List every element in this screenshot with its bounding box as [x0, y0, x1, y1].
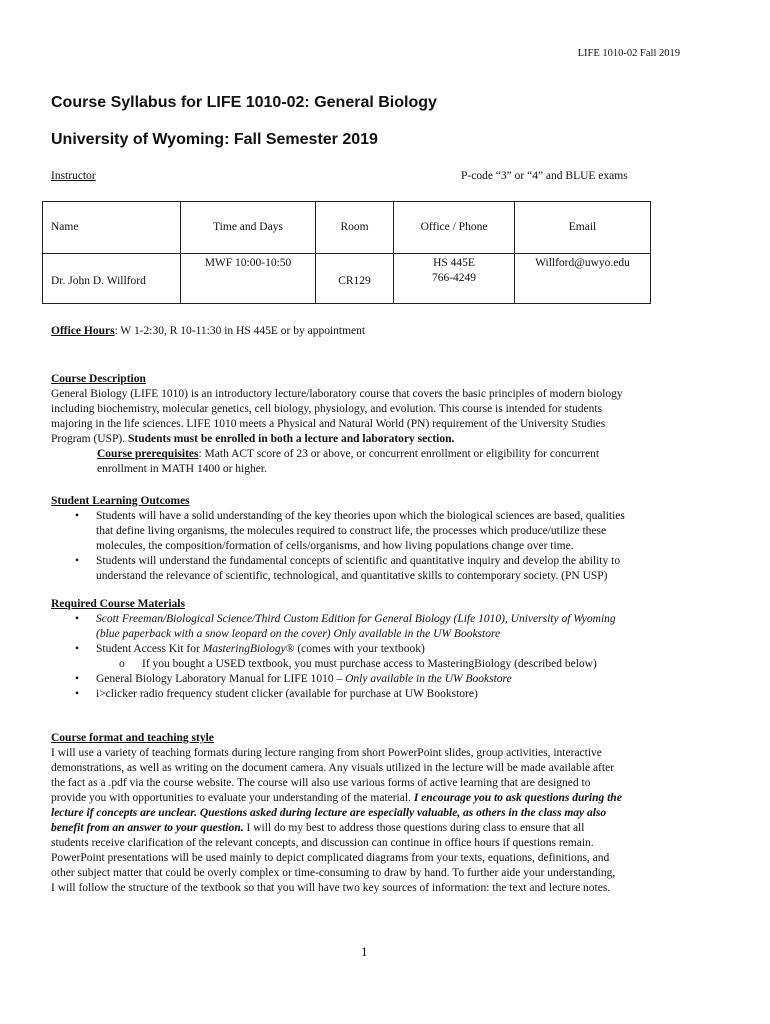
outcome-line: Students will understand the fundamental concepts of scientific and quantitative inquiry and develop the ability to — [96, 555, 621, 567]
bullet-icon: • — [75, 688, 80, 700]
format-line: demonstrations, as well as writing on the document camera. Any visuals utilized in the lecture will be made available after — [51, 762, 615, 774]
office-hours-label: Office Hours — [51, 325, 115, 337]
prereq-text: : Math ACT score of 23 or above, or concurrent enrollment or eligibility for concurrent — [198, 448, 600, 460]
header-email: Email — [515, 202, 651, 254]
description-line — [51, 432, 681, 447]
access-kit-text: Student Access Kit for — [96, 643, 203, 655]
lecture-time: MWF 10:00-10:50 — [181, 254, 316, 304]
sub-bullet-icon: o — [119, 658, 125, 670]
format-line — [51, 821, 681, 836]
format-line-start: provide you with opportunities to evaluate your understanding of the material. — [51, 792, 414, 804]
page-number: 1 — [361, 944, 368, 959]
bullet-icon: • — [75, 613, 80, 625]
learning-outcomes — [51, 494, 681, 584]
instructor-label: Instructor — [51, 170, 96, 182]
university-title: University of Wyoming: Fall Semester 2019 — [51, 131, 378, 148]
header-name: Name — [43, 202, 181, 254]
room: CR129 — [316, 254, 394, 304]
mastering-biology: MasteringBiology — [202, 643, 286, 655]
list-item — [51, 642, 681, 657]
description-line: including biochemistry, molecular genetics, cell biology, physiology, and evolution. This course is intended for students — [51, 403, 603, 415]
format-line: students receive clarification of the relevant concepts, and discussion can continue in office hours if questions remain. — [51, 837, 594, 849]
outcome-line: Students will have a solid understanding of the key theories upon which the biological sciences are based, qualities — [96, 510, 625, 522]
format-heading: Course format and teaching style — [51, 732, 214, 744]
lab-manual-text: General Biology Laboratory Manual for LIFE 1010 – — [96, 673, 346, 685]
format-line: PowerPoint presentations will be used mainly to depict complicated diagrams from your texts, equations, definitions, and — [51, 852, 610, 864]
list-item — [51, 554, 681, 584]
list-item — [51, 672, 681, 687]
lab-manual-note: Only available in the UW Bookstore — [345, 673, 512, 685]
list-item — [51, 687, 681, 702]
format-line: the fact as a .pdf via the course website. The course will also use various forms of active learning that are designed to — [51, 777, 591, 789]
format-line: other subject matter that could be overly complex or time-consuming to draw by hand. To further aide your understanding, — [51, 867, 616, 879]
sub-list-item — [51, 657, 681, 672]
phone: 766-4249 — [431, 272, 477, 284]
bullet-icon: • — [75, 510, 80, 522]
format-line: I will follow the structure of the textbook so that you will have two key sources of information: the text and lecture notes. — [51, 882, 611, 894]
format-line: I will use a variety of teaching formats during lecture ranging from short PowerPoint slides, group activities, interactive — [51, 747, 602, 759]
description-line: General Biology (LIFE 1010) is an introductory lecture/laboratory course that covers the basic principles of modern biology — [51, 388, 623, 400]
description-line-start: Program (USP). — [51, 433, 128, 445]
textbook-line: (blue paperback with a snow leopard on the cover) Only available in the UW Bookstore — [96, 628, 501, 640]
outcomes-heading: Student Learning Outcomes — [51, 495, 190, 507]
header-room: Room — [316, 202, 394, 254]
access-kit-note: ® (comes with your textbook) — [285, 643, 425, 655]
description-line: majoring in the life sciences. LIFE 1010 meets a Physical and Natural World (PN) requirement of the University Studies — [51, 418, 606, 430]
course-format — [51, 731, 681, 896]
running-header: LIFE 1010-02 Fall 2019 — [577, 48, 680, 59]
textbook-line: Scott Freeman/Biological Science/Third Custom Edition for General Biology (Life 1010), University of Wyoming — [96, 613, 616, 625]
outcome-line: that define living organisms, the molecules required to construct life, the processes which produce/utilize these — [96, 525, 607, 537]
office-hours — [51, 324, 681, 339]
office: HS 445E — [433, 257, 475, 269]
office-hours-text: : W 1-2:30, R 10-11:30 in HS 445E or by appointment — [114, 325, 366, 337]
bullet-icon: • — [75, 555, 80, 567]
email-link[interactable]: Willford@uwyo.edu — [515, 254, 651, 304]
instructor-table — [42, 201, 651, 304]
office-phone — [394, 254, 515, 304]
ask-questions-note: benefit from an answer to your question. — [51, 822, 244, 834]
outcome-line: understand the relevance of scientific, technological, and quantitative skills to contemporary society. (PN USP) — [96, 570, 608, 582]
list-item — [51, 612, 681, 642]
ask-questions-note: lecture if concepts are unclear. Questions asked during lecture are especially valuable, as others in the class may also — [51, 807, 607, 819]
bullet-icon: • — [75, 643, 80, 655]
outcome-line: molecules, the composition/formation of cells/organisms, and how living populations change over time. — [96, 540, 574, 552]
description-heading: Course Description — [51, 373, 146, 385]
course-description — [51, 372, 681, 477]
ask-questions-note: I encourage you to ask questions during the — [413, 792, 622, 804]
prereq-text-2: enrollment in MATH 1400 or higher. — [97, 463, 267, 475]
header-time: Time and Days — [181, 202, 316, 254]
required-materials — [51, 597, 681, 702]
prerequisites — [51, 447, 681, 462]
format-line — [51, 791, 681, 806]
bullet-icon: • — [75, 673, 80, 685]
list-item — [51, 509, 681, 554]
used-textbook-note: If you bought a USED textbook, you must purchase access to MasteringBiology (described below) — [142, 658, 597, 670]
clicker-text: i>clicker radio frequency student clicker (available for purchase at UW Bookstore) — [96, 688, 478, 700]
header-office: Office / Phone — [394, 202, 515, 254]
pcode-note: P-code “3” or “4” and BLUE exams — [461, 170, 628, 182]
enrollment-note: Students must be enrolled in both a lecture and laboratory section. — [128, 433, 455, 445]
prereq-label: Course prerequisites — [97, 448, 199, 460]
instructor-name: Dr. John D. Willford — [43, 254, 181, 304]
format-line-end: I will do my best to address those questions during class to ensure that all — [243, 822, 585, 834]
materials-heading: Required Course Materials — [51, 598, 185, 610]
syllabus-title: Course Syllabus for LIFE 1010-02: General Biology — [51, 94, 437, 111]
